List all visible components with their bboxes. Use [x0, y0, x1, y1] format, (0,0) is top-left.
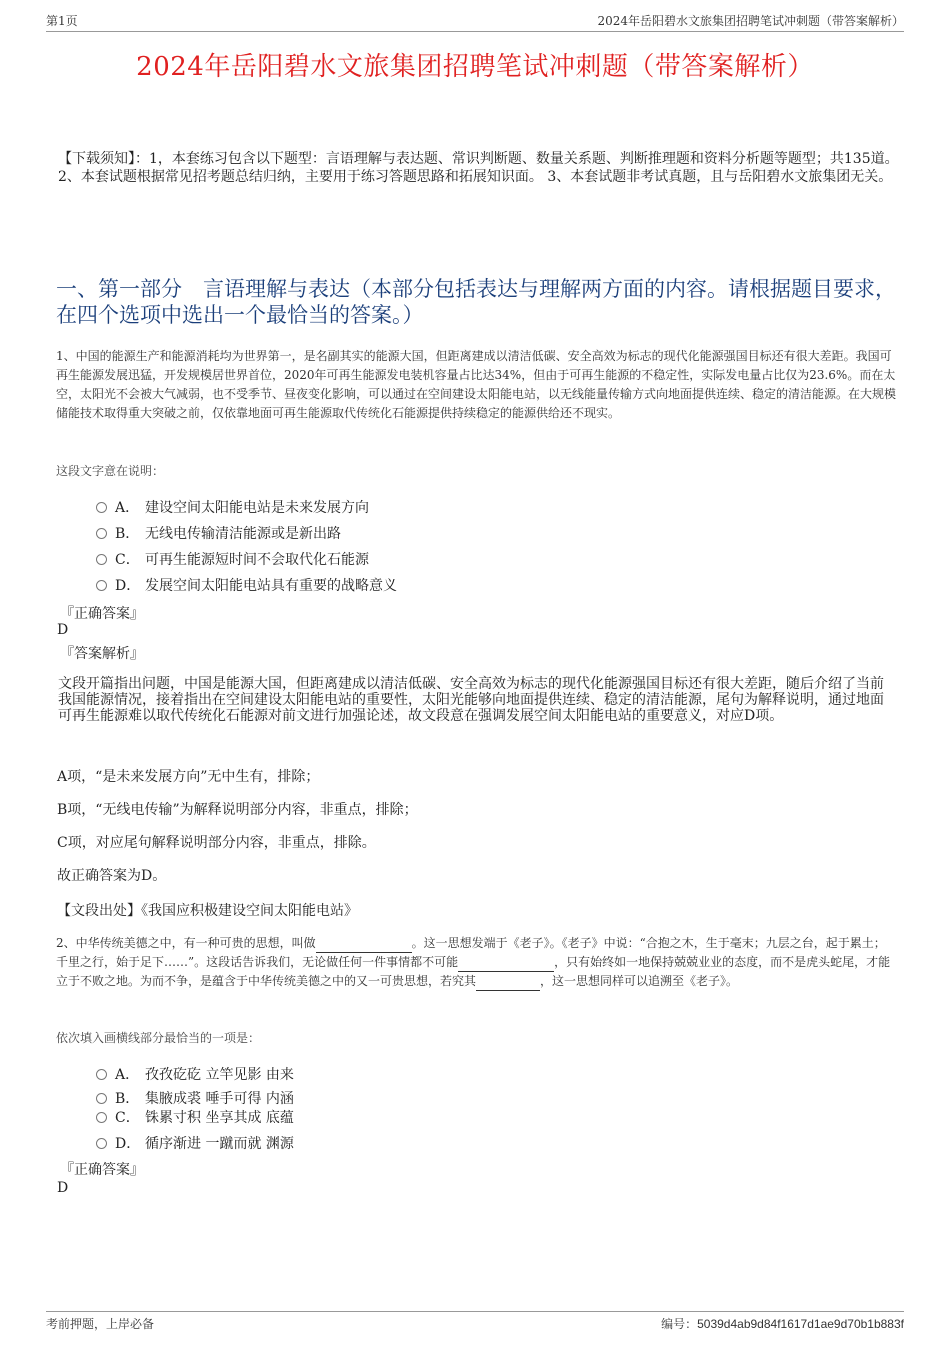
q1-analysis-heading: 『答案解析』 — [60, 646, 144, 662]
page-number: 第1页 — [46, 14, 78, 28]
code-label: 编号： — [661, 1317, 698, 1331]
q1-option-c[interactable] — [96, 549, 369, 569]
radio-icon[interactable] — [96, 528, 107, 539]
option-label: C． — [115, 552, 140, 568]
q1-source: 【文段出处】《我国应积极建设空间太阳能电站》 — [57, 903, 358, 919]
radio-icon[interactable] — [96, 1093, 107, 1104]
question-1-prompt: 这段文字意在说明： — [56, 464, 165, 478]
header-divider — [46, 31, 904, 32]
running-header-title: 2024年岳阳碧水文旅集团招聘笔试冲刺题（带答案解析） — [597, 14, 904, 28]
q1-note-a: A项，“是未来发展方向”无中生有，排除； — [57, 769, 320, 785]
footer-divider — [46, 1311, 904, 1312]
code-value: 5039d4ab9d84f1617d1ae9d70b1b883f — [697, 1317, 904, 1331]
q2-text-part: ，这一思想同样可以追溯至《老子》。 — [540, 974, 739, 988]
option-label: D． — [115, 1136, 141, 1152]
question-2-text — [56, 934, 896, 991]
q2-option-b[interactable] — [96, 1088, 294, 1108]
option-label: A． — [115, 1067, 140, 1083]
q2-text-part: 2、中华传统美德之中，有一种可贵的思想，叫做 — [56, 936, 316, 950]
option-label: B． — [115, 1091, 140, 1107]
option-text: 铢累寸积 坐享其成 底蕴 — [145, 1110, 294, 1126]
option-label: D． — [115, 578, 141, 594]
fill-blank-3[interactable] — [476, 990, 540, 991]
q1-option-b[interactable] — [96, 523, 341, 543]
question-2-prompt: 依次填入画横线部分最恰当的一项是： — [56, 1031, 261, 1045]
footer-slogan: 考前押题，上岸必备 — [46, 1317, 155, 1331]
fill-blank-1[interactable] — [316, 952, 412, 953]
q1-note-c: C项，对应尾句解释说明部分内容，非重点，排除。 — [57, 835, 376, 851]
option-text: 无线电传输清洁能源或是新出路 — [145, 526, 341, 542]
q2-answer: D — [57, 1180, 69, 1196]
option-text: 集腋成裘 唾手可得 内涵 — [145, 1091, 294, 1107]
q1-answer: D — [57, 622, 69, 638]
q2-option-a[interactable] — [96, 1064, 294, 1084]
option-text: 发展空间太阳能电站具有重要的战略意义 — [145, 578, 397, 594]
option-label: B． — [115, 526, 140, 542]
option-text: 循序渐进 一蹴而就 渊源 — [145, 1136, 294, 1152]
q1-answer-heading: 『正确答案』 — [60, 606, 144, 622]
q1-option-d[interactable] — [96, 575, 397, 595]
q2-option-c[interactable] — [96, 1107, 294, 1127]
q2-option-d[interactable] — [96, 1133, 294, 1153]
radio-icon[interactable] — [96, 1138, 107, 1149]
option-label: A． — [115, 500, 140, 516]
radio-icon[interactable] — [96, 554, 107, 565]
q1-analysis: 文段开篇指出问题，中国是能源大国，但距离建成以清洁低碳、安全高效为标志的现代化能源强国目标还有很大差距，随后介绍了当前我国能源情况，接着指出在空间建设太阳能电站的重要性，太阳光能够向地面提供连续、稳定的清洁能源，尾句为解释说明，通过地面可再生能源难以取代传统化石能源对前文进行加强论述，故文段意在强调发展空间太阳能电站的重要意义，对应D项。 — [58, 676, 884, 724]
document-code — [661, 1315, 904, 1332]
question-1-text: 1、中国的能源生产和能源消耗均为世界第一，是名副其实的能源大国，但距离建成以清洁低碳、安全高效为标志的现代化能源强国目标还有很大差距。我国可再生能源发展迅猛，开发规模居世界首位，2020年可再生能源发电装机容量占比达34%，但由于可再生能源的不稳定性，实际发电量占比仅为23.6%。而在太空，太阳光不会被大气减弱，也不受季节、昼夜变化影响，可以通过在空间建设太阳能电站，以无线能量传输方式向地面提供连续、稳定的清洁能源。在大规模储能技术取得重大突破之前，仅依靠地面可再生能源取代传统化石能源提供持续稳定的能源供给还不现实。 — [56, 349, 897, 420]
radio-icon[interactable] — [96, 1069, 107, 1080]
option-text: 可再生能源短时间不会取代化石能源 — [145, 552, 369, 568]
radio-icon[interactable] — [96, 580, 107, 591]
document-title: 2024年岳阳碧水文旅集团招聘笔试冲刺题（带答案解析） — [136, 52, 814, 82]
q2-text-part: ，只有始终如一地保持兢兢业业的态度，而不是虎头蛇尾，才能立于不败之地。为而不争，是蕴含于中华传统美德之中的又一可贵思想，若究其 — [56, 955, 891, 988]
q1-note-b: B项，“无线电传输”为解释说明部分内容，非重点，排除； — [57, 802, 418, 818]
option-text: 建设空间太阳能电站是未来发展方向 — [145, 500, 369, 516]
radio-icon[interactable] — [96, 1112, 107, 1123]
q2-text-part: 。这一思想发端于《老子》。《老子》中说：“合抱之木，生于毫末；九层之台，起于累土；千里之行，始于足下……”。这段话告诉我们，无论做任何一件事情都不可能 — [56, 936, 886, 969]
option-label: C． — [115, 1110, 140, 1126]
radio-icon[interactable] — [96, 502, 107, 513]
q2-answer-heading: 『正确答案』 — [60, 1162, 144, 1178]
fill-blank-2[interactable] — [458, 971, 554, 972]
section-heading: 一、第一部分 言语理解与表达（本部分包括表达与理解两方面的内容。请根据题目要求，在四个选项中选出一个最恰当的答案。） — [56, 277, 896, 327]
q1-conclusion: 故正确答案为D。 — [57, 868, 167, 884]
option-text: 孜孜矻矻 立竿见影 由来 — [145, 1067, 294, 1083]
download-notice: 【下载须知】：1，本套练习包含以下题型：言语理解与表达题、常识判断题、数量关系题、判断推理题和资料分析题等题型；共135道。 2、本套试题根据常见招考题总结归纳，主要用于练习答题思路和拓展知识面。 3、本套试题非考试真题，且与岳阳碧水文旅集团无关。 — [58, 151, 899, 185]
q1-option-a[interactable] — [96, 497, 369, 517]
